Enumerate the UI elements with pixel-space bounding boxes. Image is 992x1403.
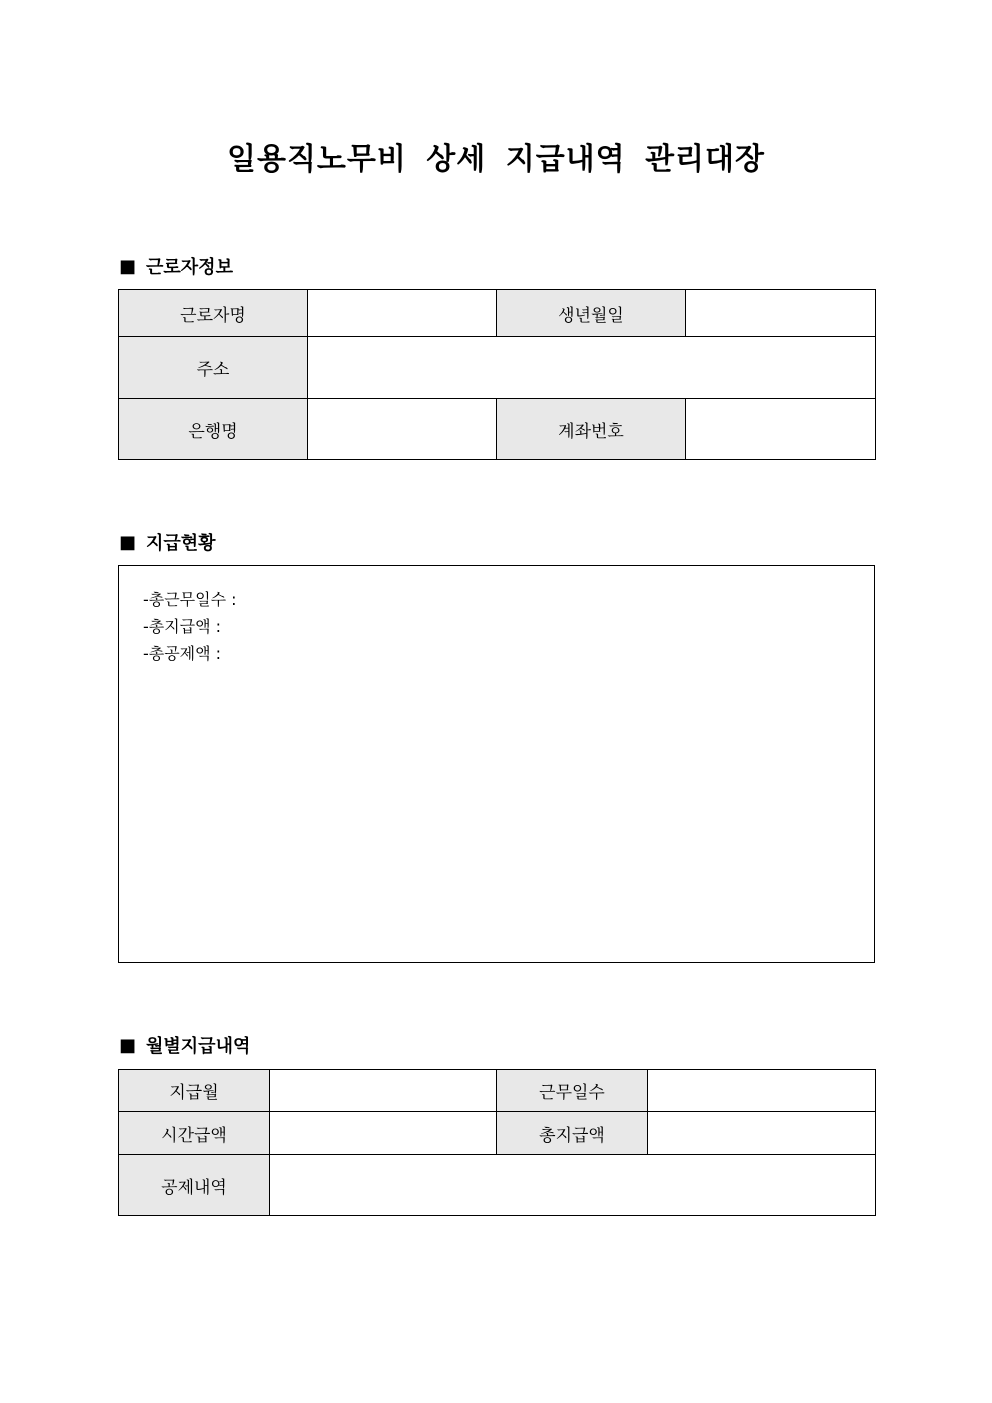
birth-date-label: 생년월일	[497, 290, 686, 337]
address-label: 주소	[119, 337, 308, 399]
bank-name-label: 은행명	[119, 399, 308, 460]
address-field[interactable]	[308, 337, 876, 399]
total-pay-line: -총지급액 :	[143, 617, 222, 636]
square-bullet-icon: ■	[119, 531, 137, 553]
total-pay-field[interactable]	[648, 1112, 876, 1155]
hourly-pay-label: 시간급액	[119, 1112, 270, 1155]
worker-name-label: 근로자명	[119, 290, 308, 337]
monthly-details-table	[118, 1069, 876, 1216]
payment-status-box[interactable]	[118, 565, 875, 963]
work-days-label: 근무일수	[497, 1070, 648, 1112]
pay-month-label: 지급월	[119, 1070, 270, 1112]
worker-info-heading	[119, 253, 233, 279]
total-pay-label: 총지급액	[497, 1112, 648, 1155]
worker-info-heading-label: 근로자정보	[146, 257, 233, 278]
account-number-field[interactable]	[686, 399, 876, 460]
worker-info-table	[118, 289, 876, 460]
total-deduction-line: -총공제액 :	[143, 644, 222, 663]
deduction-field[interactable]	[270, 1155, 876, 1216]
page-title: 일용직노무비 상세 지급내역 관리대장	[226, 142, 765, 177]
pay-month-field[interactable]	[270, 1070, 497, 1112]
bank-name-field[interactable]	[308, 399, 497, 460]
birth-date-field[interactable]	[686, 290, 876, 337]
square-bullet-icon: ■	[119, 255, 137, 277]
square-bullet-icon: ■	[119, 1034, 137, 1056]
total-work-days-line: -총근무일수 :	[143, 590, 237, 609]
payment-status-heading-label: 지급현황	[146, 533, 216, 554]
account-number-label: 계좌번호	[497, 399, 686, 460]
monthly-details-heading	[119, 1032, 250, 1058]
payment-status-heading	[119, 529, 216, 555]
deduction-label: 공제내역	[119, 1155, 270, 1216]
work-days-field[interactable]	[648, 1070, 876, 1112]
worker-name-field[interactable]	[308, 290, 497, 337]
monthly-details-heading-label: 월별지급내역	[146, 1036, 251, 1057]
hourly-pay-field[interactable]	[270, 1112, 497, 1155]
